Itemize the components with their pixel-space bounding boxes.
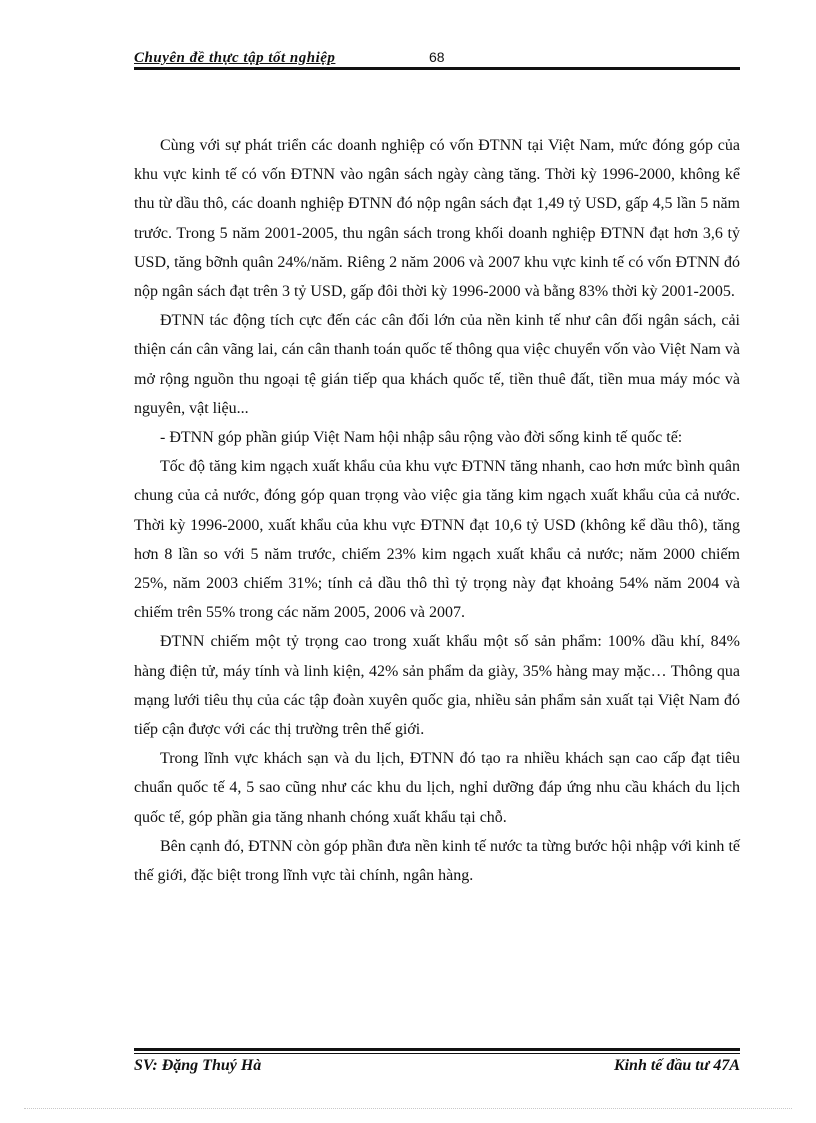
footer-divider-thick [134,1048,740,1051]
page-bottom-edge [24,1108,792,1109]
class-name: Kinh tế đầu tư 47A [613,1057,740,1074]
paragraph-budget-contribution: Cùng với sự phát triển các doanh nghiệp có vốn ĐTNN tại Việt Nam, mức đóng góp của khu vực kinh tế có vốn ĐTNN vào ngân sách ngày càng tăng. Thời kỳ 1996-2000, không kể thu từ dầu thô, các doanh nghiệp ĐTNN đó nộp ngân sách đạt 1,49 tỷ USD, gấp 4,5 lần 5 năm trước. Trong 5 năm 2001-2005, thu ngân sách trong khối doanh nghiệp ĐTNN đạt hơn 3,6 tỷ USD, tăng bỡnh quân 24%/năm. Riêng 2 năm 2006 và 2007 khu vực kinh tế có vốn ĐTNN đó nộp ngân sách đạt trên 3 tỷ USD, gấp đôi thời kỳ 1996-2000 và bằng 83% thời kỳ 2001-2005. [134,137,740,301]
header-divider [134,67,740,70]
footer-divider-thin [134,1053,740,1054]
paragraph-finance-integration: Bên cạnh đó, ĐTNN còn góp phần đưa nền kinh tế nước ta từng bước hội nhập với kinh tế thế giới, đặc biệt trong lĩnh vực tài chính, ngân hàng. [134,837,740,885]
paragraph-export-share: ĐTNN chiếm một tỷ trọng cao trong xuất khẩu một số sản phẩm: 100% dầu khí, 84% hàng điện tử, máy tính và linh kiện, 42% sản phẩm da giày, 35% hàng may mặc… Thông qua mạng lưới tiêu thụ của các tập đoàn xuyên quốc gia, nhiều sản phẩm sản xuất tại Việt Nam đó tiếp cận được với các thị trường trên thế giới. [134,633,740,739]
student-name: SV: Đặng Thuý Hà [134,1057,262,1074]
paragraph-macro-balance: ĐTNN tác động tích cực đến các cân đối lớn của nền kinh tế như cân đối ngân sách, cải thiện cán cân vãng lai, cán cân thanh toán quốc tế thông qua việc chuyển vốn vào Việt Nam và mở rộng nguồn thu ngoại tệ gián tiếp qua khách quốc tế, tiền thuê đất, tiền mua máy móc và nguyên, vật liệu... [134,312,740,417]
document-title: Chuyên đề thực tập tốt nghiệp [134,50,336,66]
paragraph-tourism: Trong lĩnh vực khách sạn và du lịch, ĐTNN đó tạo ra nhiều khách sạn cao cấp đạt tiêu chuẩn quốc tế 4, 5 sao cũng như các khu du lịch, nghỉ dưỡng đáp ứng nhu cầu khách du lịch quốc tế, góp phần gia tăng nhanh chóng xuất khẩu tại chỗ. [134,750,740,826]
paragraph-export-growth: Tốc độ tăng kim ngạch xuất khẩu của khu vực ĐTNN tăng nhanh, cao hơn mức bình quân chung của cả nước, đóng góp quan trọng vào việc gia tăng kim ngạch xuất khẩu của cả nước. Thời kỳ 1996-2000, xuất khẩu của khu vực ĐTNN đạt 10,6 tỷ USD (không kể dầu thô), tăng hơn 8 lần so với 5 năm trước, chiếm 23% kim ngạch xuất khẩu cả nước; năm 2000 chiếm 25%, năm 2003 chiếm 31%; tính cả dầu thô thì tỷ trọng này đạt khoảng 54% năm 2004 và chiếm trên 55% trong các năm 2005, 2006 và 2007. [134,458,740,622]
paragraph-integration-heading: - ĐTNN góp phần giúp Việt Nam hội nhập sâu rộng vào đời sống kinh tế quốc tế: [160,429,683,447]
document-body [134,131,740,890]
page-number: 68 [429,49,445,65]
